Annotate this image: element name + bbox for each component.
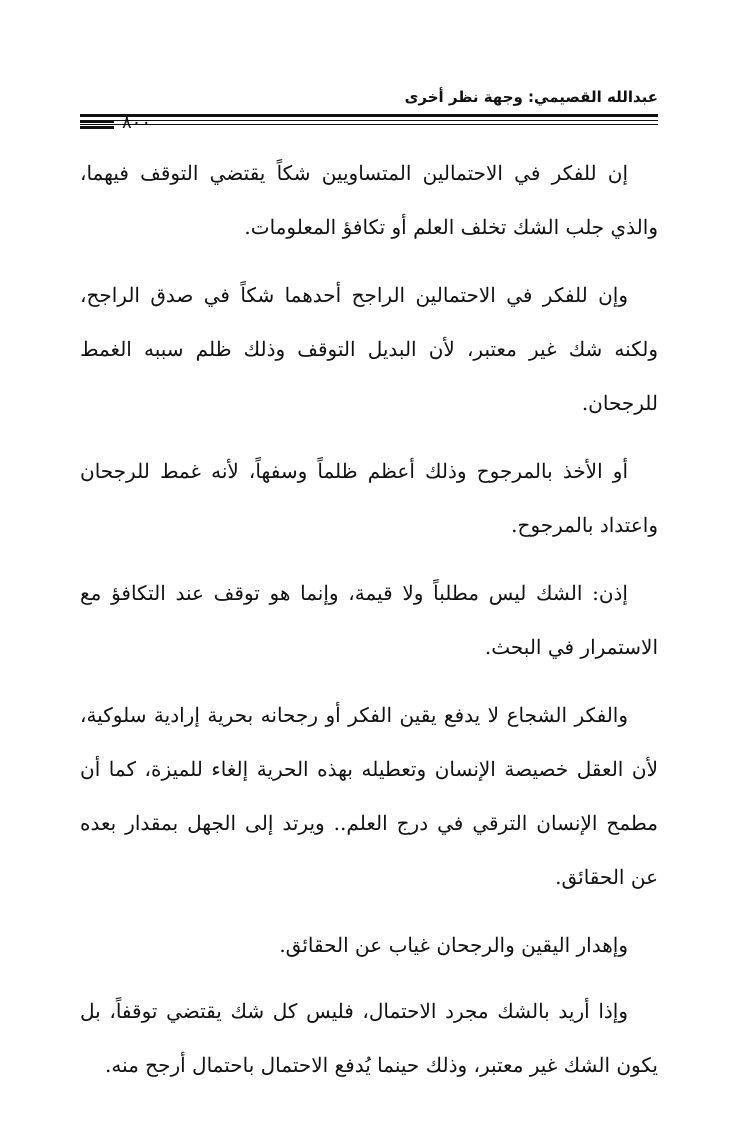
paragraph: وإذا أريد بالشك مجرد الاحتمال، فليس كل شك يقتضي توقفاً، بل يكون الشك غير معتبر، وذلك حينما يُدفع الاحتمال باحتمال أرجح منه. (80, 999, 658, 1077)
paragraph: وإن للفكر في الاحتمالين الراجح أحدهما شكاً في صدق الراجح، ولكنه شك غير معتبر، لأن البديل التوقف وذلك ظلم سببه الغمط للرجحان. (80, 283, 658, 415)
header-rule-thick (80, 114, 658, 117)
paragraph: إن للفكر في الاحتمالين المتساويين شكاً يقتضي التوقف فيهما، والذي جلب الشك تخلف العلم أو تكافؤ المعلومات. (80, 161, 658, 239)
paragraph: والفكر الشجاع لا يدفع يقين الفكر أو رجحانه بحرية إرادية سلوكية، لأن العقل خصيصة الإنسان وتعطيله بهذه الحرية إلغاء للميزة، كما أن مطمح الإنسان الترقي في درج العلم.. ويرتد إلى الجهل بمقدار بعده عن الحقائق. (80, 703, 658, 889)
folio-ornament-bar (80, 120, 114, 123)
header-rule-thin-2 (80, 124, 658, 125)
page-number: ٨٠٠ (122, 112, 152, 133)
body-text (80, 146, 658, 1106)
paragraph: وإهدار اليقين والرجحان غياب عن الحقائق. (279, 933, 628, 957)
paragraph: إذن: الشك ليس مطلباً ولا قيمة، وإنما هو توقف عند التكافؤ مع الاستمرار في البحث. (80, 581, 658, 659)
folio-ornament-bar-2 (80, 126, 114, 129)
running-title: عبدالله القصيمي: وجهة نظر أخرى (404, 88, 658, 106)
header-rule-thin (80, 120, 658, 121)
paragraph: أو الأخذ بالمرجوح وذلك أعظم ظلماً وسفهاً، لأنه غمط للرجحان واعتداد بالمرجوح. (80, 459, 658, 537)
